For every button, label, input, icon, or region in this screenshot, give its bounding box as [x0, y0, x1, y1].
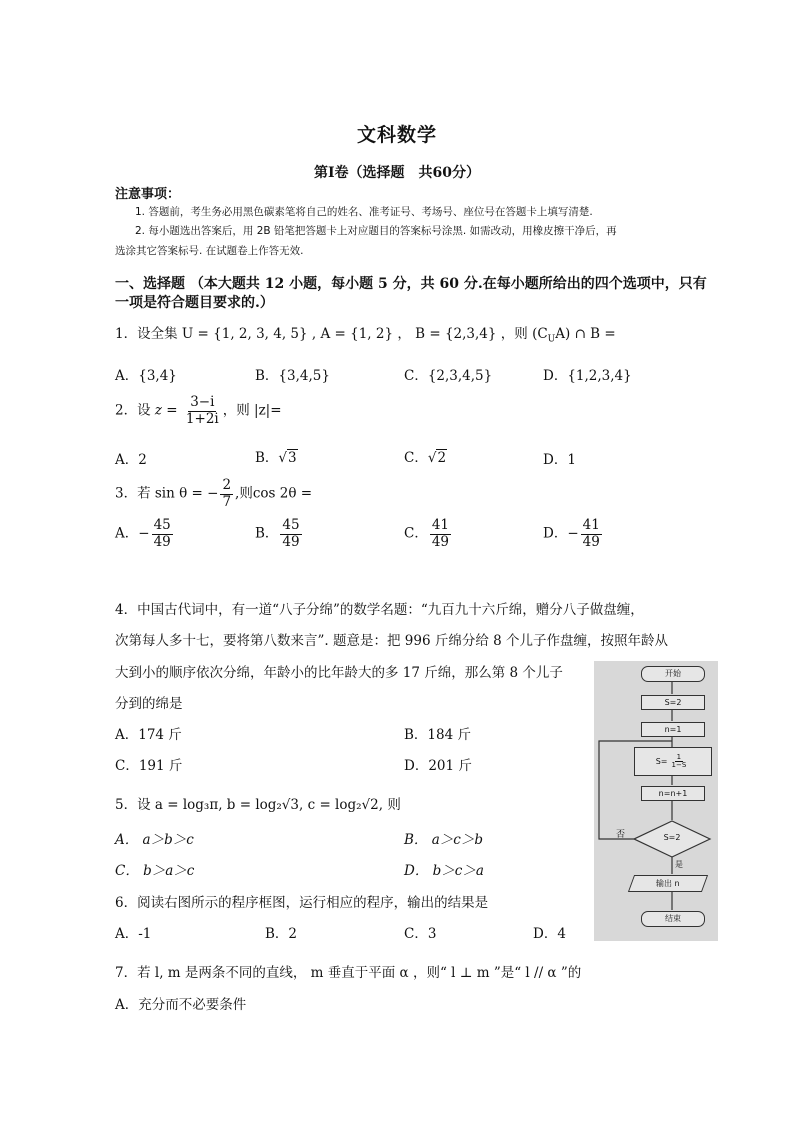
flowchart-no-label: 否	[616, 830, 626, 840]
question-3-option-a: A．− $\frac{45}{49}$	[115, 517, 171, 550]
flowchart-increment: n=n+1	[641, 786, 705, 801]
page-subtitle: 第Ⅰ卷（选择题 共60分）	[313, 165, 481, 181]
question-4-line3: 大到小的顺序依次分绵，年龄小的比年龄大的多 17 斤绵，那么第 8 个儿子	[115, 665, 563, 681]
question-1-option-a: A．{3,4}	[115, 368, 177, 384]
question-3-option-b: B． $\frac{45}{49}$	[255, 517, 300, 550]
question-5-option-c: C． b＞a＞c	[115, 863, 195, 879]
question-1-option-d: D．{1,2,3,4}	[543, 368, 632, 384]
question-2-stem: 2．设 z = $\frac{3-i}{1+2i}$ ，则 |z|=	[115, 394, 282, 427]
question-3-option-c: C． $\frac{41}{49}$	[404, 517, 450, 550]
question-4-line2: 次第每人多十七，要将第八数来言”. 题意是：把 996 斤绵分给 8 个儿子作盘缠，按照年龄从	[115, 633, 669, 649]
question-4-option-d: D．201 斤	[404, 758, 472, 774]
question-5-option-a: A． a＞b＞c	[115, 832, 194, 848]
question-3-option-d: D．− $\frac{41}{49}$	[543, 517, 600, 550]
flowchart-output: 输出 n	[628, 875, 708, 892]
question-2-option-a: A．2	[115, 452, 147, 468]
question-6-option-b: B．2	[265, 926, 298, 942]
flowchart-end: 结束	[641, 911, 705, 927]
notice-heading: 注意事项：	[115, 187, 181, 202]
question-5-option-d: D． b＞c＞a	[404, 863, 484, 879]
question-7-option-a: A．充分而不必要条件	[115, 997, 247, 1013]
question-5-stem: 5．设 a = log₃π, b = log₂√3, c = log₂√2, 则	[115, 797, 401, 813]
flowchart-start: 开始	[641, 666, 705, 682]
question-4-option-a: A．174 斤	[115, 727, 182, 743]
flowchart-figure	[594, 661, 718, 941]
question-5-option-b: B． a＞c＞b	[404, 832, 483, 848]
page-title: 文科数学	[356, 124, 437, 146]
question-7-stem: 7．若 l, m 是两条不同的直线， m 垂直于平面 α ，则“ l ⊥ m ”是“ l // α ”的	[115, 965, 582, 981]
question-1-option-b: B．{3,4,5}	[255, 368, 330, 384]
flowchart-init-s: S=2	[641, 695, 705, 710]
question-1-stem: 1．设全集 U = {1, 2, 3, 4, 5} , A = {1, 2} ， B = {2,3,4} ，则 $(C_UA)$ ∩ B =	[115, 326, 616, 345]
question-2-option-c: C．√2	[404, 450, 447, 466]
question-6-stem: 6．阅读右图所示的程序框图，运行相应的程序，输出的结果是	[115, 895, 489, 911]
flowchart-condition: S=2	[663, 833, 681, 842]
question-1-option-c: C．{2,3,4,5}	[404, 368, 493, 384]
question-4-line1: 4．中国古代词中，有一道“八子分绵”的数学名题：“九百九十六斤绵，赠分八子做盘缠，	[115, 602, 644, 618]
question-6-option-a: A．-1	[115, 926, 152, 942]
question-4-option-b: B．184 斤	[404, 727, 471, 743]
notice-item-2-line1: 2. 每小题选出答案后，用 2B 铅笔把答题卡上对应题目的答案标号涂黑. 如需改动，用橡皮擦干净后，再	[135, 225, 617, 237]
flowchart-init-n: n=1	[641, 722, 705, 737]
section-heading-line2: 一项是符合题目要求的.）	[115, 295, 274, 311]
question-2-option-b: B．√3	[255, 450, 297, 466]
section-heading-line1: 一、选择题 （本大题共 12 小题，每小题 5 分，共 60 分.在每小题所给出的四个选项中，只有	[115, 276, 707, 292]
question-4-option-c: C．191 斤	[115, 758, 183, 774]
flowchart-assign-s: S= $\frac{1}{1-S}$	[634, 747, 712, 776]
question-3-stem: 3．若 sin θ = − $\frac{2}{7}$ ,则cos 2θ =	[115, 477, 313, 510]
question-6-option-d: D．4	[533, 926, 566, 942]
notice-item-1: 1. 答题前，考生务必用黑色碳素笔将自己的姓名、准考证号、考场号、座位号在答题卡上填写清楚.	[135, 206, 593, 218]
question-4-line4: 分到的绵是	[115, 696, 183, 712]
notice-item-2-line2: 选涂其它答案标号. 在试题卷上作答无效.	[115, 245, 304, 257]
question-6-option-c: C．3	[404, 926, 437, 942]
question-2-option-d: D．1	[543, 452, 576, 468]
flowchart-yes-label: 是	[675, 860, 683, 869]
